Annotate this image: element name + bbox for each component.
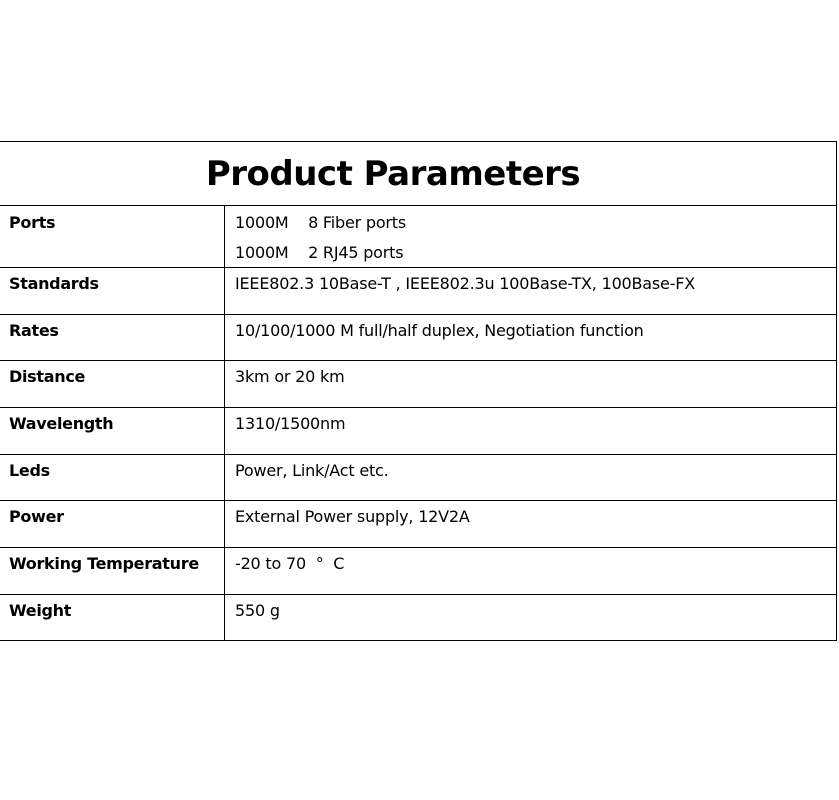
table-row-ports xyxy=(0,206,836,268)
table-row-weight xyxy=(0,595,836,640)
row-value-ports xyxy=(225,206,836,267)
ports-line-fiber: 1000M 8 Fiber ports xyxy=(235,213,407,232)
table-row-leds xyxy=(0,455,836,501)
table-row-standards xyxy=(0,268,836,315)
row-value-power: External Power supply, 12V2A xyxy=(235,507,470,526)
table-row-rates xyxy=(0,315,836,361)
row-value-rates: 10/100/1000 M full/half duplex, Negotiation function xyxy=(235,321,644,340)
row-value-wavelength: 1310/1500nm xyxy=(235,414,346,433)
table-row-temperature xyxy=(0,548,836,595)
table-title-row xyxy=(0,142,836,206)
row-value-distance: 3km or 20 km xyxy=(235,367,345,386)
row-label-wavelength: Wavelength xyxy=(0,408,225,454)
product-parameters-table xyxy=(0,141,837,641)
row-label-weight: Weight xyxy=(0,595,225,640)
row-value-temperature: -20 to 70 ° C xyxy=(235,554,345,573)
row-value-standards: IEEE802.3 10Base-T , IEEE802.3u 100Base-TX, 100Base-FX xyxy=(235,274,696,293)
row-label-temperature: Working Temperature xyxy=(0,548,225,594)
row-label-distance: Distance xyxy=(0,361,225,407)
row-label-standards: Standards xyxy=(0,268,225,314)
ports-line-rj45: 1000M 2 RJ45 ports xyxy=(235,243,404,262)
table-row-distance xyxy=(0,361,836,408)
row-value-weight: 550 g xyxy=(235,601,280,620)
row-label-rates: Rates xyxy=(0,315,225,360)
table-row-wavelength xyxy=(0,408,836,455)
table-row-power xyxy=(0,501,836,548)
row-label-leds: Leds xyxy=(0,455,225,500)
row-label-power: Power xyxy=(0,501,225,547)
row-value-leds: Power, Link/Act etc. xyxy=(235,461,389,480)
row-label-ports: Ports xyxy=(0,206,225,267)
table-title: Product Parameters xyxy=(205,154,581,194)
